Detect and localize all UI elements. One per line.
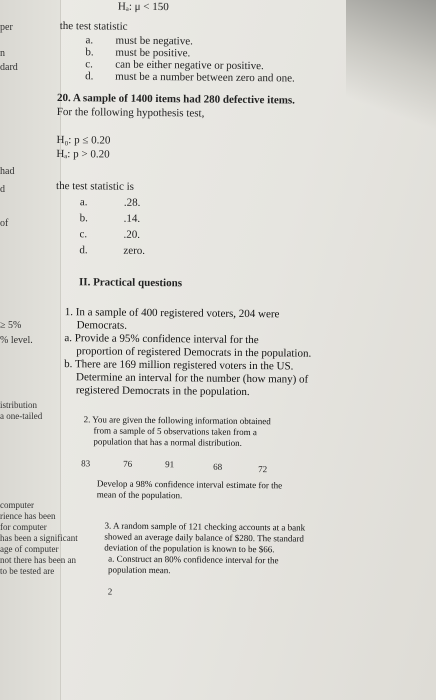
q20-option-text: zero. bbox=[123, 244, 146, 257]
q19-option-letter: d. bbox=[85, 70, 94, 83]
edge-fragment: ≥ 5% bbox=[0, 320, 22, 331]
p1-part-a1: a. Provide a 95% confidence interval for the bbox=[64, 332, 259, 347]
q19-top-line: Hₐ: μ < 150 bbox=[117, 0, 169, 14]
q20-stem: the test statistic is bbox=[55, 179, 135, 193]
edge-fragment: rience has been bbox=[0, 511, 56, 521]
p1-part-b1: b. There are 169 million registered voters in the US. bbox=[64, 358, 294, 373]
p1-part-a2: proportion of registered Democrats in the population. bbox=[76, 345, 312, 360]
edge-fragment: age of computer bbox=[0, 544, 59, 554]
q19-option-text: must be negative. bbox=[115, 34, 193, 48]
edge-fragment: has been a significant bbox=[0, 533, 78, 543]
edge-fragment: n bbox=[0, 48, 5, 59]
q19-option-text: can be either negative or positive. bbox=[115, 58, 264, 73]
q20-option-text: .28. bbox=[123, 196, 141, 209]
q19-stem: the test statistic bbox=[59, 20, 128, 33]
edge-fragment: not there has been an bbox=[0, 555, 76, 565]
p2-line2: from a sample of 5 observations taken from a bbox=[93, 425, 257, 438]
p3-part-a2: population mean. bbox=[107, 564, 171, 576]
p2-line1: 2. You are given the following information obtained bbox=[83, 414, 271, 427]
edge-fragment: had bbox=[0, 166, 15, 177]
p2-value: 76 bbox=[123, 458, 133, 469]
edge-fragment: of bbox=[0, 218, 9, 229]
edge-fragment: a one-tailed bbox=[0, 411, 43, 421]
q19-option-letter: b. bbox=[85, 46, 94, 59]
p2-value: 72 bbox=[258, 464, 268, 475]
p2-value: 68 bbox=[213, 461, 223, 472]
edge-fragment: % level. bbox=[0, 335, 33, 346]
p2-value: 91 bbox=[165, 459, 175, 470]
p2-develop1: Develop a 98% confidence interval estimate for the bbox=[96, 478, 283, 491]
q19-option-letter: c. bbox=[85, 58, 94, 71]
p1-part-b2: Determine an interval for the number (how many) of bbox=[75, 371, 309, 386]
p3-line1: 3. A random sample of 121 checking accounts at a bank bbox=[104, 520, 306, 533]
q19-option-text: must be a number between zero and one. bbox=[115, 70, 295, 85]
q20-option-letter: a. bbox=[79, 196, 88, 209]
edge-fragment: d bbox=[0, 184, 5, 195]
p3-part-a1: a. Construct an 80% confidence interval for the bbox=[108, 553, 279, 566]
edge-fragment: per bbox=[0, 22, 13, 33]
p2-line3: population that has a normal distribution. bbox=[93, 436, 242, 448]
folded-corner-shadow bbox=[346, 0, 436, 130]
q19-option-letter: a. bbox=[85, 34, 94, 47]
q20-option-letter: c. bbox=[79, 228, 88, 241]
q20-option-text: .14. bbox=[123, 212, 141, 225]
q20-option-text: .20. bbox=[123, 228, 141, 241]
q19-option-text: must be positive. bbox=[115, 46, 191, 60]
p1-line2: Democrats. bbox=[76, 319, 128, 332]
edge-fragment: istribution bbox=[0, 400, 38, 410]
q20-option-letter: d. bbox=[79, 244, 88, 257]
edge-fragment: dard bbox=[0, 62, 18, 73]
edge-fragment: to be tested are bbox=[0, 566, 55, 576]
edge-fragment: for computer bbox=[0, 522, 47, 532]
p2-value: 83 bbox=[81, 458, 91, 469]
q20-option-letter: b. bbox=[79, 212, 89, 225]
edge-fragment: computer bbox=[0, 500, 34, 510]
p1-line1: 1. In a sample of 400 registered voters, 204 were bbox=[64, 306, 280, 321]
p2-develop2: mean of the population. bbox=[96, 489, 183, 501]
q20-null-hypothesis: H₀: p ≤ 0.20 bbox=[56, 133, 111, 147]
p3-line2: showed an average daily balance of $280. The standard bbox=[104, 531, 304, 544]
q20-line2: For the following hypothesis test, bbox=[56, 105, 205, 120]
document-page bbox=[51, 0, 358, 700]
q20-alt-hypothesis: Hₐ: p > 0.20 bbox=[56, 147, 110, 161]
page-number: 2 bbox=[107, 586, 113, 597]
q20-line1: 20. A sample of 1400 items had 280 defective items. bbox=[56, 91, 296, 107]
section-heading: II. Practical questions bbox=[78, 276, 183, 290]
p3-line3: deviation of the population is known to be $66. bbox=[104, 542, 275, 555]
p1-part-b3: registered Democrats in the population. bbox=[75, 384, 250, 399]
